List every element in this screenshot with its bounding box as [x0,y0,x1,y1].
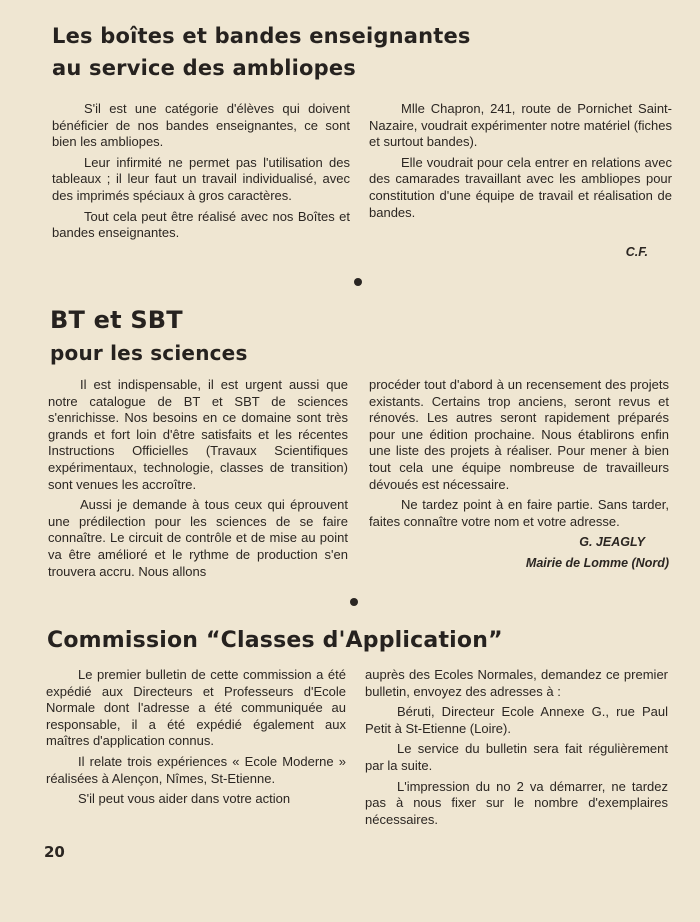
page-number: 20 [44,843,65,861]
section3-left-column [46,667,346,812]
section-divider-bullet [350,598,358,606]
section2-signature-name: G. JEAGLY [579,535,645,550]
section1-left-column [52,101,350,246]
paragraph: Le premier bulletin de cette commission a été expédié aux Directeurs et Professeurs d'Ecole Normale dont l'adresse a été communiquée au responsable, il a été expédié également aux maîtres d'application connus. [46,667,346,749]
paragraph: S'il peut vous aider dans votre action [78,791,291,807]
paragraph: Aussi je demande à tous ceux qui éprouvent une prédilection pour les sciences de se faire connaître. Le circuit de contrôle et de mise au point va être amélioré et le rythme de production s'en trouvera accru. Nous allons [48,497,348,579]
paragraph: S'il est une catégorie d'élèves qui doivent bénéficier de nos bandes enseignantes, ce sont bien les ambliopes. [52,101,350,150]
section1-title-line1: Les boîtes et bandes enseignantes [52,24,471,48]
section1-right-column [369,101,672,225]
paragraph: Le service du bulletin sera fait régulièrement par la suite. [365,741,668,773]
paragraph: procéder tout d'abord à un recensement des projets existants. Certains trop anciens, seront revus et rénovés. Les autres seront rapidement préparés pour une édition prochaine. Nous établirons enfin une liste des projets à réaliser. Pour mener à bien tout cela une équipe nombreuse de travailleurs dévoués est nécessaire. [369,377,669,492]
section2-title-line2: pour les sciences [50,341,248,365]
paragraph: Elle voudrait pour cela entrer en relations avec des camarades travaillant avec les ambliopes pour constitution d'une équipe de travail et réalisation de bandes. [369,154,672,220]
paragraph: auprès des Ecoles Normales, demandez ce premier bulletin, envoyez des adresses à : [365,667,668,699]
section2-title-line1: BT et SBT [50,306,183,334]
section-divider-bullet [354,278,362,286]
paragraph: Il relate trois expériences « Ecole Moderne » réalisées à Alençon, Nîmes, St-Etienne. [46,753,346,786]
section1-signature: C.F. [625,245,648,259]
section2-left-column [48,377,348,584]
paragraph: Ne tardez point à en faire partie. Sans tarder, faites connaître votre nom et votre adresse. [369,497,669,529]
paragraph: Béruti, Directeur Ecole Annexe G., rue Paul Petit à St-Etienne (Loire). [365,704,668,736]
section3-right-column [365,667,668,832]
paragraph: L'impression du no 2 va démarrer, ne tardez pas à nous fixer sur le nombre d'exemplaires nécessaires. [365,778,668,827]
section2-right-column [369,377,669,572]
section1-title-line2: au service des ambliopes [52,56,356,80]
paragraph: Il est indispensable, il est urgent aussi que notre catalogue de BT et SBT de sciences s'enrichisse. Nos besoins en ce domaine sont très grands et fort loin d'être satisfaits et les récentes Instructions Officielles (Travaux Scientifiques expérimentaux, technologie, classes de transition) sont venues les accroître. [48,377,348,492]
section2-signature-place: Mairie de Lomme (Nord) [525,555,669,570]
paragraph: Mlle Chapron, 241, route de Pornichet Saint-Nazaire, voudrait expérimenter notre matériel (fiches et surtout bandes). [369,101,672,150]
section3-title: Commission “Classes d'Application” [47,628,503,653]
paragraph: Tout cela peut être réalisé avec nos Boîtes et bandes enseignantes. [52,208,350,241]
paragraph: Leur infirmité ne permet pas l'utilisation des tableaux ; il leur faut un travail individualisé, avec des imprimés spéciaux à gros caractères. [52,154,350,203]
